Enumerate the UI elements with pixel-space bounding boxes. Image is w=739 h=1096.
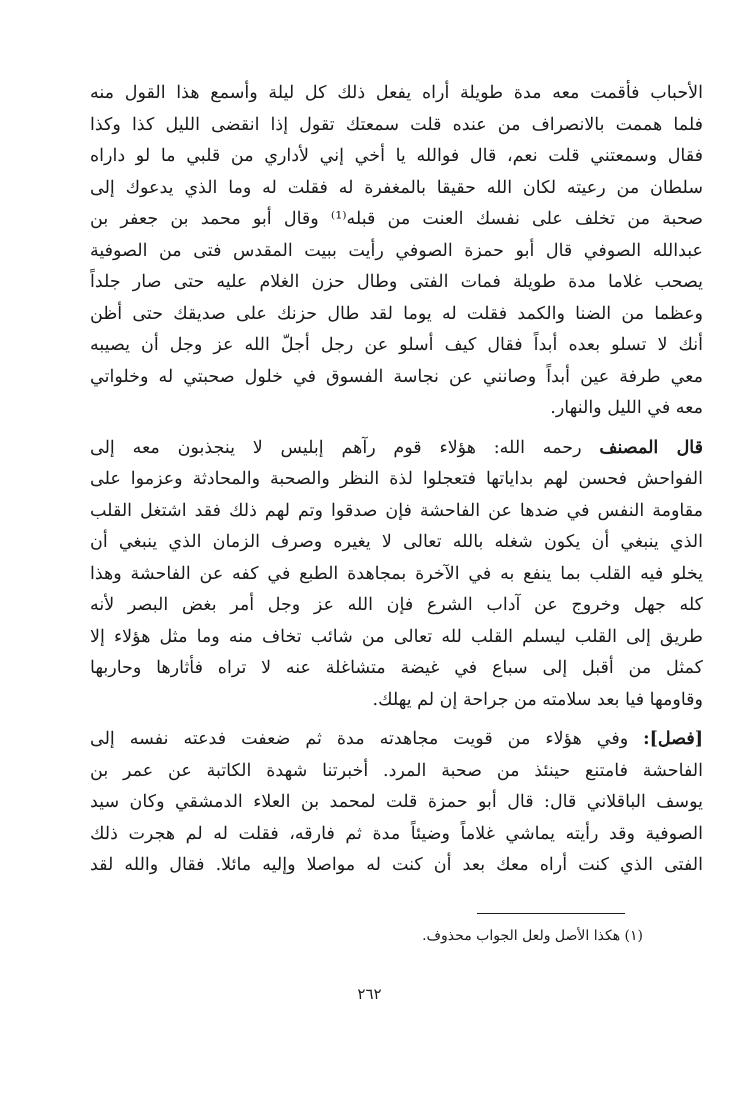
text-line: طريق إلى القلب ليسلم القلب لله تعالى من شائب تخاف منه وما مثل هؤلاء إلا bbox=[90, 626, 703, 647]
text-line: الفاحشة فامتنع حينئذ من صحبة المرد. أخبرتنا شهدة الكاتبة عن عمر بن bbox=[90, 760, 703, 781]
text-line: كمثل من أقبل إلى سباع في غيضة متشاغلة عنه لا تراه فأثارها وحاربها bbox=[90, 658, 703, 678]
text-line: الفتى الذي كنت أراه معك بعد أن كنت له مواصلا وإليه مائلا. فقال والله لقد bbox=[90, 855, 703, 875]
text-line: يخلو فيه القلب بما ينفع به في الآخرة بمجاهدة الطبع في كفه عن الفاحشة وهذا bbox=[90, 563, 703, 584]
text-line: الفواحش فحسن لهم بداياتها فتعجلوا لذة النظر والصحبة والمحادثة وعزموا على bbox=[90, 469, 703, 489]
text-line: الصوفية وقد رأيته يماشي غلاماً وضيئاً مدة ثم فارقه، فقلت له لم هجرت ذلك bbox=[90, 823, 703, 844]
text-line: معي طرفة عين أبداً وصانني عن نجاسة الفسوق في خلول صحبتي له وخلواتي bbox=[90, 366, 703, 387]
paragraph bbox=[90, 78, 703, 425]
text-line: الذي ينبغي أن يكون شغله بالله تعالى لا يغيره وصرف الزمان الذي ينبغي أن bbox=[90, 532, 703, 552]
section-heading: [فصل]: bbox=[643, 729, 703, 749]
text-line: يوسف الباقلاني قال: قال أبو حمزة قلت لمحمد بن العلاء الدمشقي وكان سيد bbox=[90, 792, 703, 812]
text-line: أنك لا تسلو بعده أبداً فقال كيف أسلو عن رجل أجلّ الله عز وجل أن يصيبه bbox=[90, 335, 703, 355]
main-text bbox=[90, 78, 703, 882]
text-line: يصحب غلاما مدة طويلة فمات الفتى وطال حزن الغلام عليه حتى صار جلداً bbox=[90, 272, 703, 292]
paragraph bbox=[90, 433, 703, 717]
page-number: ٢٦٢ bbox=[357, 985, 382, 1003]
text-line: صحبة من تخلف على نفسك العنت من قبله⁽¹⁾ وقال أبو محمد بن جعفر بن bbox=[90, 209, 703, 229]
footnote: (١) هكذا الأصل ولعل الجواب محذوف. bbox=[422, 928, 643, 944]
text-line: وقاومها فيا بعد سلامته من جراحة إن لم يهلك. bbox=[372, 689, 703, 710]
footnote-divider bbox=[477, 913, 625, 914]
paragraph-lead: قال المصنف bbox=[599, 437, 703, 458]
text-line: الأحباب فأقمت معه مدة طويلة أراه يفعل ذلك كل ليلة وأسمع هذا القول منه bbox=[90, 83, 703, 103]
text-line: مقاومة النفس في ضدها عن الفاحشة فإن صدقوا وتم لهم ذلك فقد اشتغل القلب bbox=[90, 500, 703, 521]
text-line bbox=[90, 433, 703, 465]
text-run: رحمه الله: هؤلاء قوم رآهم إبليس لا ينجذبون معه إلى bbox=[90, 437, 600, 458]
text-line: فقال وسمعتني قلت نعم، قال فوالله يا أخي إني لأداري من قلبي ما لو داراه bbox=[90, 146, 703, 166]
text-line bbox=[90, 724, 703, 756]
text-run: وفي هؤلاء من قويت مجاهدته مدة ثم ضعفت فدعته نفسه إلى bbox=[90, 729, 644, 749]
paragraph bbox=[90, 724, 703, 882]
text-line: كله جهل وخروج عن آداب الشرع فإن الله عز وجل أمر بغض البصر لأنه bbox=[90, 595, 703, 615]
text-line: فلما هممت بالانصراف من عنده قلت سمعتك تقول إذا انقضى الليل كذا وكذا bbox=[90, 114, 703, 135]
text-line: عبدالله الصوفي قال أبو حمزة الصوفي رأيت ببيت المقدس فتى من الصوفية bbox=[90, 240, 703, 261]
text-line: معه في الليل والنهار. bbox=[550, 398, 703, 418]
text-line: سلطان من رعيته لكان الله حقيقا بالمغفرة له فقلت له وما الذي يدعوك إلى bbox=[90, 177, 703, 198]
text-line: وعظما من الضنا والكمد فقلت له يوما لقد طال حزنك على صديقك حتى أظن bbox=[90, 303, 703, 324]
